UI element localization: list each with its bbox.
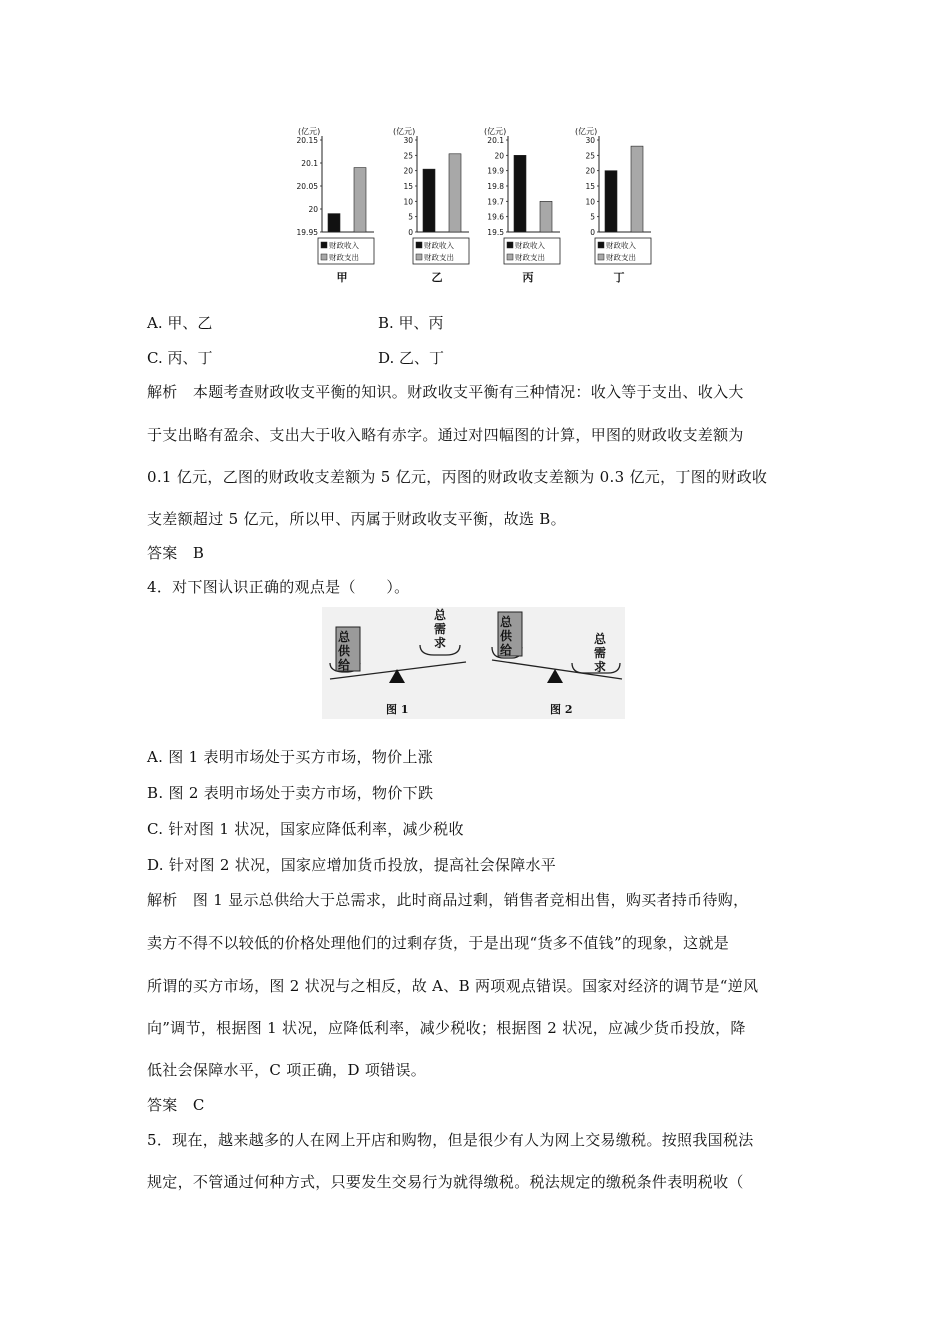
- q3-option-a[interactable]: A. 甲、乙: [147, 314, 213, 332]
- q4-analysis-line: 卖方不得不以较低的价格处理他们的过剩存货，于是出现“货多不值钱”的现象，这就是: [147, 934, 730, 952]
- tick-label: 20: [403, 166, 413, 176]
- tick-label: 5: [408, 212, 413, 222]
- tick-label: 25: [585, 151, 595, 161]
- fig1-demand-char: 总: [434, 608, 447, 622]
- fig2-supply-char: 供: [500, 629, 513, 643]
- legend-swatch: [321, 254, 327, 260]
- tick-label: 20: [494, 151, 504, 161]
- q4-stem: 4．对下图认识正确的观点是（ ）。: [147, 578, 410, 596]
- q3-option-d[interactable]: D. 乙、丁: [378, 349, 445, 367]
- bar-chart-jia: [290, 124, 380, 284]
- legend-label: 财政收入: [424, 241, 454, 250]
- legend-label: 财政支出: [606, 253, 636, 262]
- bar-expenditure: [631, 146, 643, 232]
- legend-label: 财政支出: [329, 253, 359, 262]
- legend-swatch: [507, 254, 513, 260]
- q3-option-b[interactable]: B. 甲、丙: [378, 314, 444, 332]
- fig1-supply-char: 给: [338, 658, 351, 672]
- tick-label: 20.1: [487, 136, 504, 145]
- fig2-caption: 图 2: [550, 703, 573, 716]
- tick-label: 20.1: [301, 159, 318, 168]
- bar-expenditure: [540, 201, 552, 232]
- legend-swatch: [416, 254, 422, 260]
- fig1-supply-char: 总: [338, 630, 351, 644]
- q3-analysis-line: 于支出略有盈余、支出大于收入略有赤字。通过对四幅图的计算，甲图的财政收支差额为: [147, 426, 744, 444]
- fig2-supply-char: 总: [500, 615, 513, 629]
- tick-label: 20: [585, 166, 595, 176]
- tick-label: 19.7: [487, 197, 504, 207]
- fulcrum-icon: [547, 669, 563, 683]
- unit-label: (亿元): [298, 127, 321, 136]
- tick-label: 20.05: [296, 182, 318, 191]
- bar-chart-bing: [476, 124, 571, 284]
- legend-label: 财政收入: [515, 241, 545, 250]
- legend-swatch: [321, 242, 327, 248]
- legend-label: 财政收入: [606, 241, 636, 250]
- tick-label: 0: [590, 228, 595, 237]
- tick-label: 0: [408, 228, 413, 237]
- bar-chart-yi: [385, 124, 475, 284]
- chart-svg-yi: [385, 124, 475, 284]
- legend-swatch: [598, 254, 604, 260]
- q3-answer: 答案 B: [147, 544, 205, 562]
- tick-label: 19.5: [487, 228, 504, 237]
- fig2-demand-char: 求: [594, 660, 607, 674]
- q3-analysis-line: 0.1 亿元，乙图的财政收支差额为 5 亿元，丙图的财政收支差额为 0.3 亿元，丁图的财政收: [147, 468, 768, 486]
- tick-label: 15: [585, 182, 595, 191]
- legend-swatch: [507, 242, 513, 248]
- tick-label: 5: [590, 212, 595, 222]
- bar-income: [514, 155, 526, 232]
- q3-option-c[interactable]: C. 丙、丁: [147, 349, 213, 367]
- q3-analysis-line: 解析 本题考查财政收支平衡的知识。财政收支平衡有三种情况：收入等于支出、收入大: [147, 383, 744, 401]
- tick-label: 20: [308, 205, 318, 214]
- q4-option-c[interactable]: C. 针对图 1 状况，国家应降低利率，减少税收: [147, 820, 464, 838]
- unit-label: (亿元): [484, 127, 507, 136]
- tick-label: 10: [403, 197, 413, 207]
- fig2-supply-char: 给: [500, 643, 513, 657]
- legend-swatch: [416, 242, 422, 248]
- q4-analysis-line: 向”调节，根据图 1 状况，应降低利率，减少税收；根据图 2 状况，应减少货币投放，降: [147, 1019, 746, 1037]
- tick-label: 19.9: [487, 166, 504, 176]
- fig1-supply-char: 供: [338, 644, 351, 658]
- legend-label: 财政支出: [515, 253, 545, 262]
- q4-option-a[interactable]: A. 图 1 表明市场处于买方市场，物价上涨: [147, 748, 434, 766]
- bar-expenditure: [354, 168, 366, 232]
- chart-svg-jia: [290, 124, 380, 284]
- q5-stem-line: 5．现在，越来越多的人在网上开店和购物，但是很少有人为网上交易缴税。按照我国税法: [147, 1131, 754, 1149]
- tick-label: 19.95: [296, 228, 318, 237]
- q3-analysis-line: 支差额超过 5 亿元，所以甲、丙属于财政收支平衡，故选 B。: [147, 510, 566, 528]
- chart-name: 丁: [613, 271, 625, 284]
- bar-chart-ding: [567, 124, 662, 284]
- bar-income: [605, 171, 617, 232]
- fig1-caption: 图 1: [386, 703, 409, 716]
- balance-figure: [322, 607, 625, 719]
- unit-label: (亿元): [575, 127, 598, 136]
- q4-analysis-line: 解析 图 1 显示总供给大于总需求，此时商品过剩，销售者竞相出售，购买者持币待购，: [147, 891, 749, 909]
- legend-swatch: [598, 242, 604, 248]
- fig1-demand-char: 求: [434, 636, 447, 650]
- tick-label: 30: [403, 136, 413, 145]
- chart-svg-bing: [476, 124, 571, 284]
- tick-label: 19.6: [487, 212, 504, 222]
- q4-analysis-line: 所谓的买方市场，图 2 状况与之相反，故 A、B 两项观点错误。国家对经济的调节是“逆风: [147, 977, 759, 995]
- legend-label: 财政支出: [424, 253, 454, 262]
- tick-label: 30: [585, 136, 595, 145]
- unit-label: (亿元): [393, 127, 416, 136]
- q4-analysis-line: 低社会保障水平，C 项正确，D 项错误。: [147, 1061, 427, 1079]
- bar-income: [328, 214, 340, 232]
- tick-label: 10: [585, 197, 595, 207]
- tick-label: 25: [403, 151, 413, 161]
- chart-name: 丙: [522, 271, 534, 284]
- bar-expenditure: [449, 154, 461, 232]
- chart-name: 乙: [431, 271, 443, 284]
- balance-figure-svg: [322, 607, 625, 719]
- q4-option-d[interactable]: D. 针对图 2 状况，国家应增加货币投放，提高社会保障水平: [147, 856, 557, 874]
- fig1-demand-char: 需: [434, 622, 447, 636]
- fig2-demand-char: 需: [594, 646, 607, 660]
- chart-name: 甲: [336, 271, 348, 284]
- chart-svg-ding: [567, 124, 662, 284]
- tick-label: 19.8: [487, 182, 504, 191]
- tick-label: 15: [403, 182, 413, 191]
- legend-label: 财政收入: [329, 241, 359, 250]
- q4-answer: 答案 C: [147, 1096, 205, 1114]
- bar-income: [423, 169, 435, 232]
- fig2-demand-char: 总: [594, 632, 607, 646]
- q4-option-b[interactable]: B. 图 2 表明市场处于卖方市场，物价下跌: [147, 784, 434, 802]
- tick-label: 20.15: [296, 136, 318, 145]
- q5-stem-line: 规定，不管通过何种方式，只要发生交易行为就得缴税。税法规定的缴税条件表明税收（: [147, 1173, 744, 1191]
